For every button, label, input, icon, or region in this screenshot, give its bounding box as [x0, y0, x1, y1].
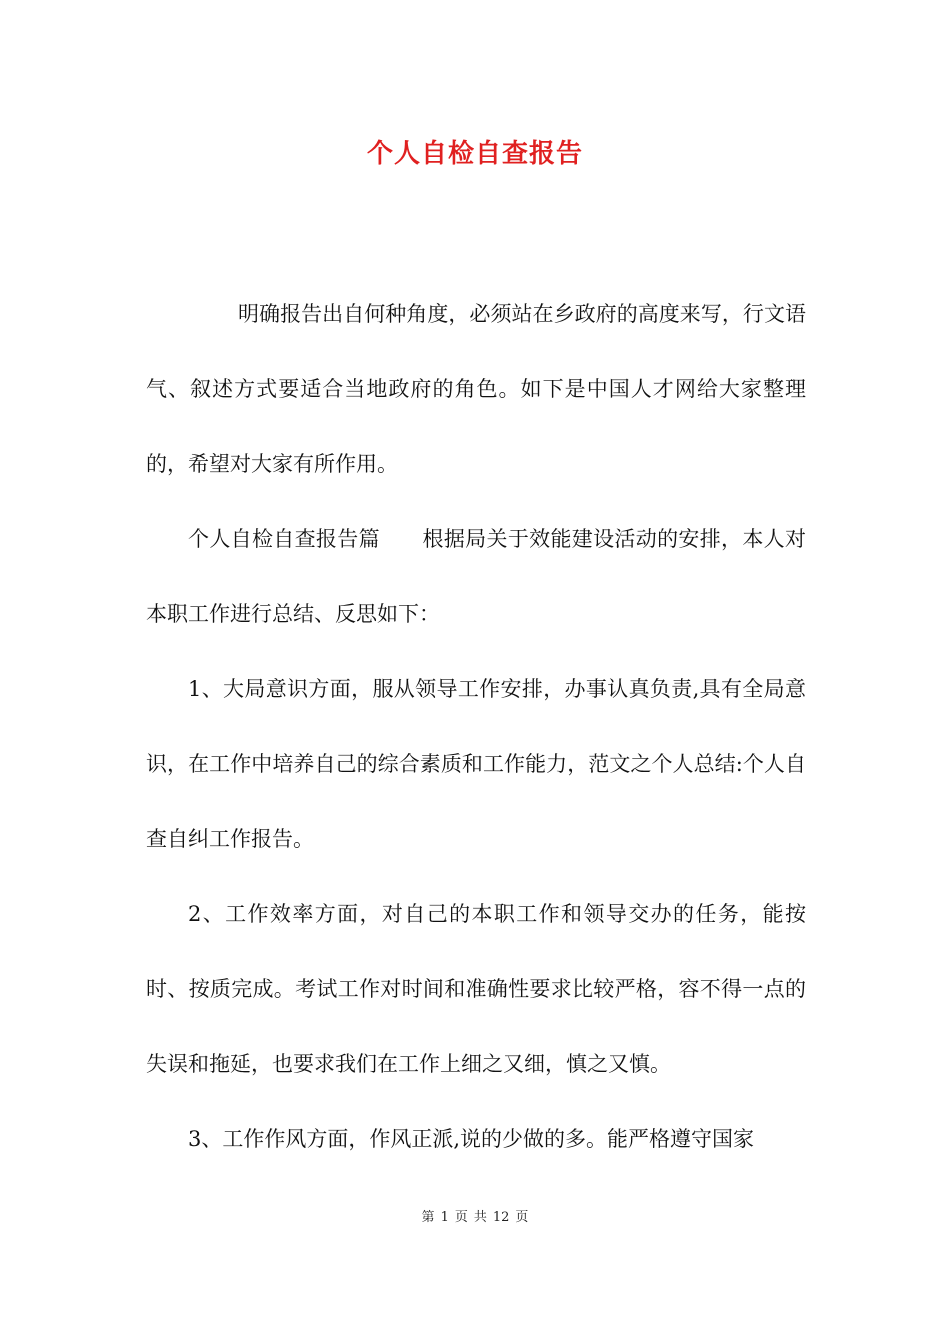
paragraph-item-1: 1、大局意识方面，服从领导工作安排，办事认真负责,具有全局意识，在工作中培养自己的综合素质和工作能力，范文之个人总结:个人自查自纠工作报告。 [146, 677, 806, 851]
footer-total-pages: 12 [492, 1210, 510, 1225]
footer-page-prefix: 第 [421, 1210, 435, 1225]
document-body [146, 277, 806, 1177]
page-number-footer [0, 1209, 950, 1227]
paragraph-intro: 明确报告出自何种角度，必须站在乡政府的高度来写，行文语气、叙述方式要适合当地政府的角色。如下是中国人才网给大家整理的，希望对大家有所作用。 [146, 302, 806, 476]
footer-page-word: 页 [454, 1210, 468, 1225]
paragraph-heading: 个人自检自查报告篇 根据局关于效能建设活动的安排，本人对本职工作进行总结、反思如下： [146, 527, 806, 626]
footer-current-page: 1 [440, 1210, 449, 1225]
footer-total-prefix: 共 [473, 1210, 487, 1225]
paragraph-item-2: 2、工作效率方面，对自己的本职工作和领导交办的任务，能按时、按质完成。考试工作对时间和准确性要求比较严格，容不得一点的失误和拖延，也要求我们在工作上细之又细，慎之又慎。 [146, 902, 806, 1076]
footer-page-suffix: 页 [515, 1210, 529, 1225]
paragraph-item-3: 3、工作作风方面，作风正派,说的少做的多。能严格遵守国家 [188, 1127, 755, 1151]
document-title: 个人自检自查报告 [366, 139, 583, 169]
